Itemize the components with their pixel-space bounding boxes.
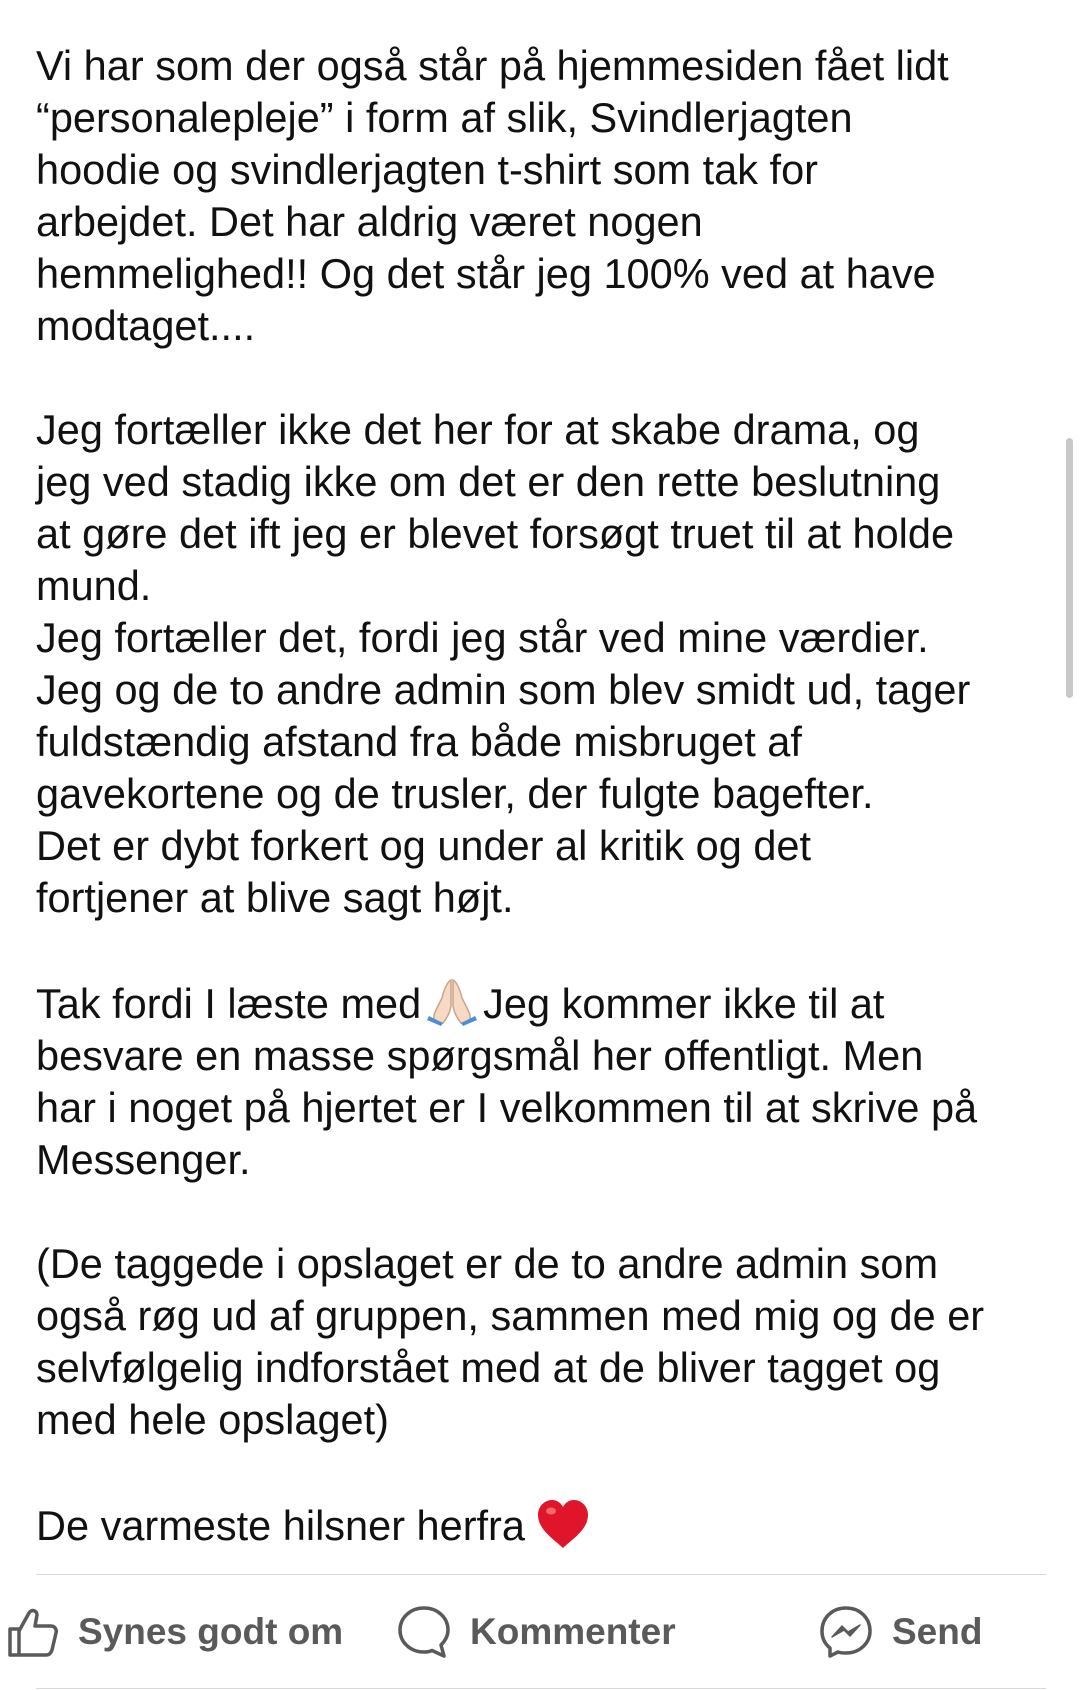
red-heart-icon <box>535 1498 591 1550</box>
text-line: har i noget på hjertet er I velkommen til at skrive på <box>36 1084 978 1131</box>
post-paragraph-2 <box>36 404 1046 924</box>
comment-button[interactable] <box>396 1584 676 1680</box>
post-paragraph-1 <box>36 40 1046 352</box>
divider <box>36 1574 1046 1575</box>
scrollbar[interactable] <box>1066 438 1073 698</box>
post-actions-bar <box>0 1584 1080 1680</box>
text-line: (De taggede i opslaget er de to andre admin som <box>36 1240 939 1287</box>
text-line: modtaget.... <box>36 302 256 349</box>
text-line: at gøre det ift jeg er blevet forsøgt truet til at holde <box>36 510 955 557</box>
messenger-icon <box>818 1604 874 1660</box>
text-line: jeg ved stadig ikke om det er den rette beslutning <box>36 458 941 505</box>
text-line: Jeg fortæller det, fordi jeg står ved mine værdier. <box>36 614 929 661</box>
thumbs-up-icon <box>6 1605 60 1659</box>
text-line: selvfølgelig indforstået med at de bliver tagget og <box>36 1344 941 1391</box>
text-line: Messenger. <box>36 1136 251 1183</box>
text-line: besvare en masse spørgsmål her offentligt. Men <box>36 1032 924 1079</box>
like-button[interactable] <box>6 1584 343 1680</box>
text-line: fortjener at blive sagt højt. <box>36 874 514 921</box>
text-line: hoodie og svindlerjagten t-shirt som tak for <box>36 146 818 193</box>
text-line: arbejdet. Det har aldrig været nogen <box>36 198 703 245</box>
text-line: med hele opslaget) <box>36 1396 389 1443</box>
like-label: Synes godt om <box>78 1611 344 1652</box>
text-line: mund. <box>36 562 152 609</box>
folded-hands-icon <box>425 976 479 1026</box>
post-paragraph-3 <box>36 976 1046 1186</box>
text-line: også røg ud af gruppen, sammen med mig og de er <box>36 1292 985 1339</box>
text-line: “personalepleje” i form af slik, Svindlerjagten <box>36 94 853 141</box>
text-segment: Jeg kommer ikke til at <box>483 980 885 1027</box>
text-line <box>36 976 1046 1030</box>
text-line: hemmelighed!! Og det står jeg 100% ved at have <box>36 250 936 297</box>
text-line: Jeg og de to andre admin som blev smidt ud, tager <box>36 666 971 713</box>
send-button[interactable] <box>818 1584 982 1680</box>
text-line: Jeg fortæller ikke det her for at skabe drama, og <box>36 406 920 453</box>
post-body <box>36 40 1046 1552</box>
send-label: Send <box>892 1611 983 1652</box>
post-paragraph-4 <box>36 1238 1046 1446</box>
comment-bubble-icon <box>396 1604 452 1660</box>
text-segment: Tak fordi I læste med <box>36 980 422 1027</box>
text-line: gavekortene og de trusler, der fulgte bagefter. <box>36 770 874 817</box>
divider <box>36 1688 1046 1689</box>
text-segment: De varmeste hilsner herfra <box>36 1502 525 1549</box>
post-paragraph-5 <box>36 1498 1046 1552</box>
text-line: fuldstændig afstand fra både misbruget af <box>36 718 802 765</box>
text-line <box>36 1498 1046 1552</box>
text-line: Vi har som der også står på hjemmesiden fået lidt <box>36 42 949 89</box>
text-line: Det er dybt forkert og under al kritik og det <box>36 822 812 869</box>
comment-label: Kommenter <box>470 1611 676 1652</box>
